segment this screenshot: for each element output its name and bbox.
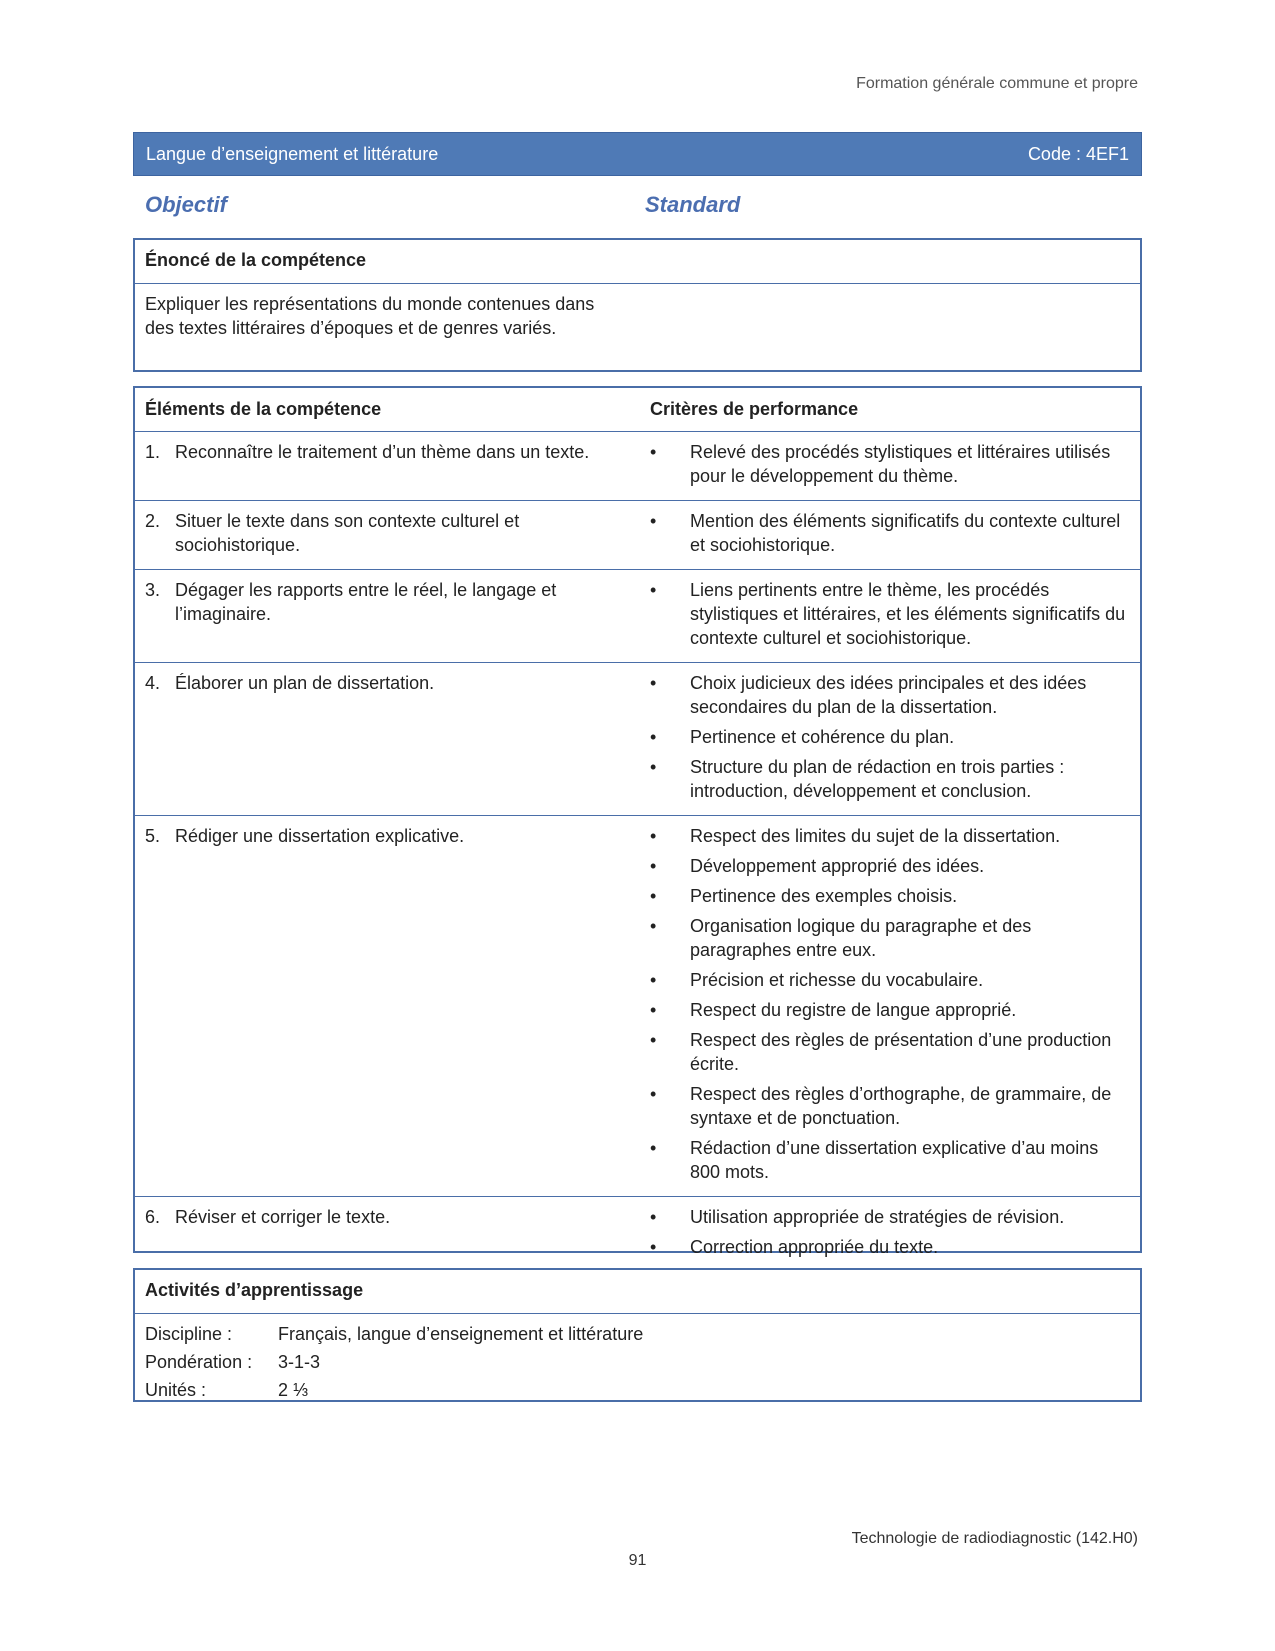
criterion-item (650, 968, 1130, 992)
ponderation-line (145, 1348, 1130, 1376)
criteria-cell (650, 578, 1130, 656)
bullet-icon: • (650, 580, 657, 600)
criteria-cell (650, 509, 1130, 563)
criterion-item (650, 914, 1130, 962)
criterion-text: Relevé des procédés stylistiques et littéraires utilisés pour le développement du thème. (690, 442, 1111, 486)
criterion-item (650, 998, 1130, 1022)
criterion-text: Développement approprié des idées. (690, 856, 985, 876)
criterion-text: Respect des limites du sujet de la dissertation. (690, 826, 1061, 846)
element-text: Réviser et corriger le texte. (175, 1207, 391, 1227)
unites-label: Unités : (145, 1380, 207, 1400)
bullet-icon: • (650, 727, 657, 747)
running-header: Formation générale commune et propre (856, 75, 1138, 92)
course-title: Langue d’enseignement et littérature (146, 143, 439, 164)
element-row (135, 432, 1140, 501)
bullet-icon: • (650, 673, 657, 693)
bullet-icon: • (650, 1030, 657, 1050)
criterion-text: Précision et richesse du vocabulaire. (690, 970, 984, 990)
bullet-icon: • (650, 1207, 657, 1227)
criterion-item (650, 671, 1130, 719)
objectif-label: Objectif (145, 192, 227, 217)
criterion-text: Structure du plan de rédaction en trois parties : introduction, développement et conclusion. (690, 757, 1065, 801)
criterion-item (650, 1235, 1130, 1259)
ponderation-value: 3-1-3 (278, 1352, 321, 1372)
bullet-icon: • (650, 1237, 657, 1257)
enonce-text: Expliquer les représentations du monde contenues dans des textes littéraires d’époques et de genres variés. (145, 294, 595, 338)
ponderation-label: Pondération : (145, 1352, 253, 1372)
element-number: 1. (145, 442, 161, 462)
criterion-text: Pertinence des exemples choisis. (690, 886, 958, 906)
page-number: 91 (628, 1552, 647, 1569)
criterion-item (650, 509, 1130, 557)
criteria-cell (650, 671, 1130, 809)
criterion-item (650, 824, 1130, 848)
criteres-heading: Critères de performance (650, 399, 859, 419)
elements-rows (135, 432, 1140, 1271)
element-cell (145, 509, 650, 563)
criterion-text: Liens pertinents entre le thème, les procédés stylistiques et littéraires, et les éléments significatifs du contexte culturel et sociohistorique. (690, 580, 1126, 648)
element-cell (145, 578, 650, 656)
element-text: Reconnaître le traitement d’un thème dans un texte. (175, 442, 590, 462)
discipline-line (145, 1320, 1130, 1348)
criterion-text: Utilisation appropriée de stratégies de révision. (690, 1207, 1065, 1227)
criterion-text: Respect des règles d’orthographe, de grammaire, de syntaxe et de ponctuation. (690, 1084, 1112, 1128)
criterion-text: Pertinence et cohérence du plan. (690, 727, 955, 747)
element-cell (145, 824, 650, 1190)
criterion-item (650, 1082, 1130, 1130)
criterion-item (650, 755, 1130, 803)
elements-table (133, 386, 1142, 1257)
criterion-text: Respect du registre de langue approprié. (690, 1000, 1017, 1020)
element-cell (145, 671, 650, 809)
unites-line (145, 1376, 1130, 1404)
element-text: Élaborer un plan de dissertation. (175, 673, 435, 693)
bullet-icon: • (650, 856, 657, 876)
element-row (135, 501, 1140, 570)
element-cell (145, 1205, 650, 1265)
criteria-cell (650, 440, 1130, 494)
bullet-icon: • (650, 511, 657, 531)
element-number: 3. (145, 580, 161, 600)
footer-program: Technologie de radiodiagnostic (142.H0) (851, 1530, 1138, 1547)
bullet-icon: • (650, 1000, 657, 1020)
unites-value: 2 ⅓ (278, 1380, 309, 1400)
criterion-item (650, 854, 1130, 878)
element-number: 5. (145, 826, 161, 846)
enonce-box (133, 238, 1142, 372)
activites-box (133, 1268, 1142, 1402)
course-title-bar (133, 132, 1142, 176)
element-cell (145, 440, 650, 494)
element-text: Rédiger une dissertation explicative. (175, 826, 465, 846)
bullet-icon: • (650, 826, 657, 846)
elements-heading: Éléments de la compétence (145, 399, 382, 419)
elements-table-header (135, 388, 1140, 432)
element-number: 6. (145, 1207, 161, 1227)
criteria-cell (650, 1205, 1130, 1265)
criterion-item (650, 1205, 1130, 1229)
criterion-item (650, 440, 1130, 488)
bullet-icon: • (650, 916, 657, 936)
bullet-icon: • (650, 886, 657, 906)
criterion-text: Organisation logique du paragraphe et des paragraphes entre eux. (690, 916, 1032, 960)
course-code: Code : 4EF1 (1027, 143, 1129, 164)
criterion-item (650, 1136, 1130, 1184)
criterion-item (650, 1028, 1130, 1076)
criterion-item (650, 725, 1130, 749)
activites-heading: Activités d’apprentissage (135, 1270, 1140, 1314)
standard-label: Standard (645, 192, 741, 217)
discipline-label: Discipline : (145, 1324, 233, 1344)
criterion-text: Mention des éléments significatifs du contexte culturel et sociohistorique. (690, 511, 1121, 555)
discipline-value: Français, langue d’enseignement et littérature (278, 1324, 644, 1344)
criterion-text: Respect des règles de présentation d’une production écrite. (690, 1030, 1112, 1074)
element-row (135, 1197, 1140, 1271)
criterion-item (650, 578, 1130, 650)
bullet-icon: • (650, 1084, 657, 1104)
criterion-text: Correction appropriée du texte. (690, 1237, 939, 1257)
enonce-heading: Énoncé de la compétence (135, 240, 1140, 284)
element-number: 4. (145, 673, 161, 693)
bullet-icon: • (650, 442, 657, 462)
bullet-icon: • (650, 757, 657, 777)
bullet-icon: • (650, 1138, 657, 1158)
element-text: Situer le texte dans son contexte culturel et sociohistorique. (175, 511, 520, 555)
element-text: Dégager les rapports entre le réel, le langage et l’imaginaire. (175, 580, 557, 624)
criterion-item (650, 884, 1130, 908)
activites-body (135, 1314, 1140, 1410)
element-row (135, 570, 1140, 663)
bullet-icon: • (650, 970, 657, 990)
element-row (135, 816, 1140, 1197)
element-number: 2. (145, 511, 161, 531)
criterion-text: Rédaction d’une dissertation explicative d’au moins 800 mots. (690, 1138, 1099, 1182)
criteria-cell (650, 824, 1130, 1190)
element-row (135, 663, 1140, 816)
criterion-text: Choix judicieux des idées principales et des idées secondaires du plan de la dissertation. (690, 673, 1087, 717)
